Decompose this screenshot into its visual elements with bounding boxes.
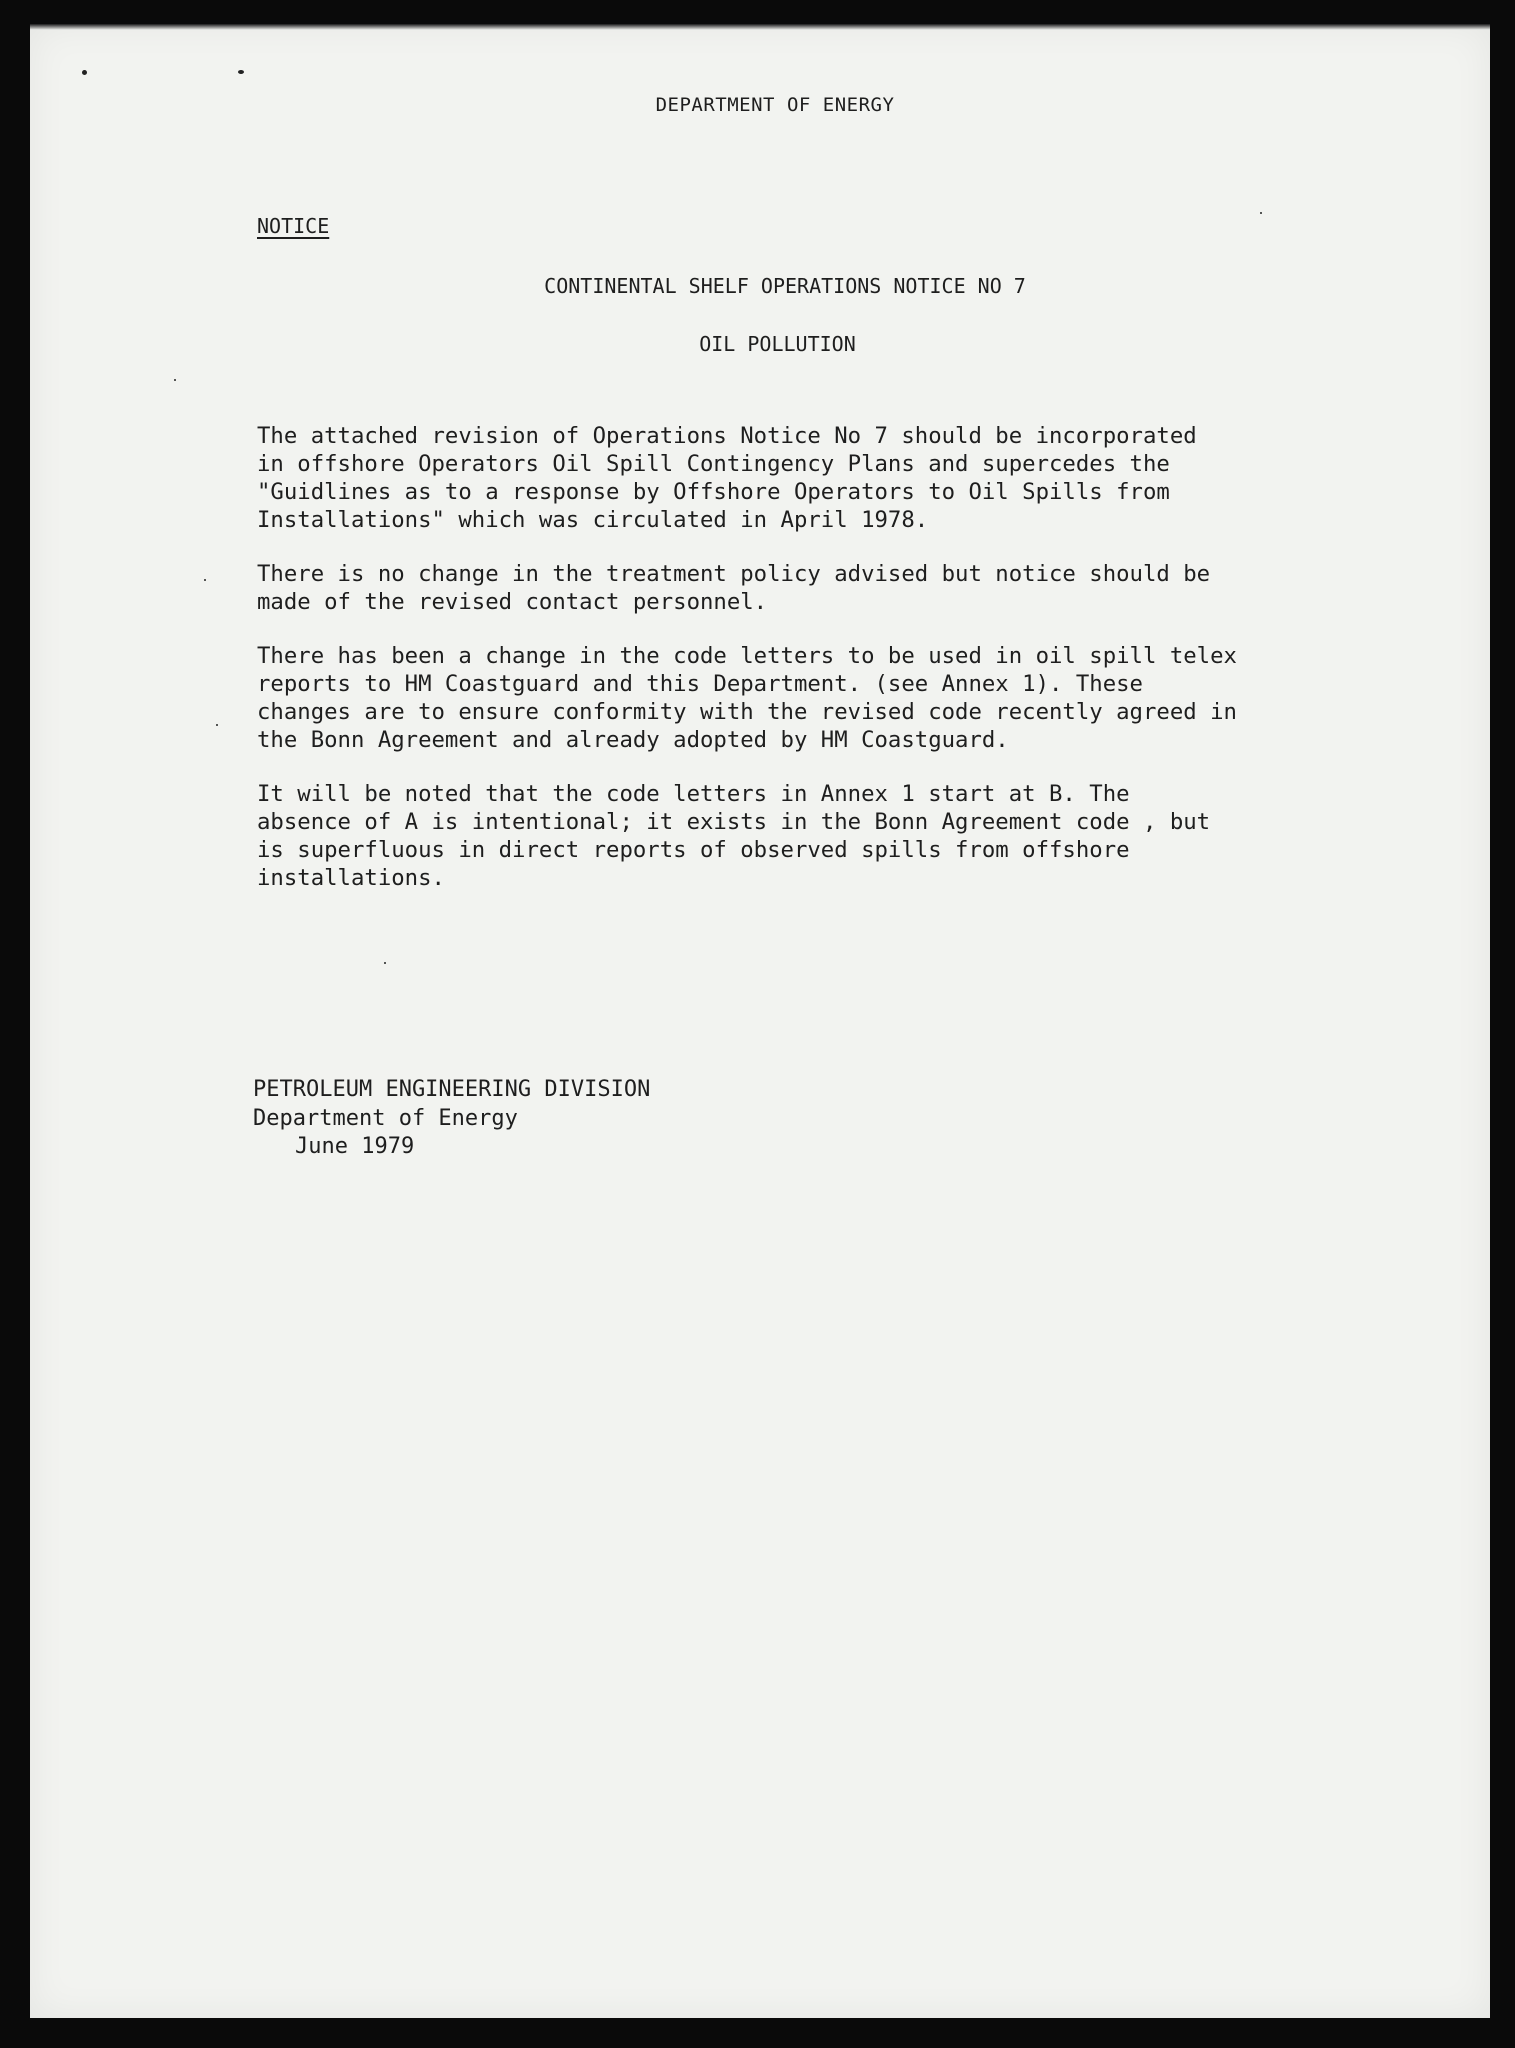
document-content <box>30 24 1490 2018</box>
scan-speck <box>238 70 244 74</box>
notice-title: CONTINENTAL SHELF OPERATIONS NOTICE NO 7 <box>544 274 1026 298</box>
signature-block <box>253 1076 650 1162</box>
document-page <box>30 24 1490 2018</box>
department-header: DEPARTMENT OF ENERGY <box>655 94 895 116</box>
scan-speck <box>216 724 218 726</box>
paragraph-treatment-policy: There is no change in the treatment policy advised but notice should be made of the revised contact personnel. <box>257 561 1211 615</box>
scan-speck <box>82 70 87 75</box>
scan-speck <box>1260 212 1262 214</box>
scan-speck <box>204 579 206 581</box>
signature-division: PETROLEUM ENGINEERING DIVISION <box>253 1077 651 1102</box>
notice-label: NOTICE <box>257 214 330 238</box>
paragraph-code-letters: There has been a change in the code letters to be used in oil spill telex reports to HM Coastguard and this Department. (see Annex 1). These changes are to ensure conformity with the revised code recently agreed in the Bonn Agreement and already adopted by HM Coastguard. <box>257 643 1237 753</box>
scan-speck <box>174 379 176 381</box>
signature-department: Department of Energy <box>253 1105 518 1131</box>
scan-speck <box>384 962 386 964</box>
signature-date: June 1979 <box>295 1134 415 1159</box>
notice-subtitle: OIL POLLUTION <box>699 332 856 356</box>
paragraph-revision: The attached revision of Operations Notice No 7 should be incorporated in offshore Operators Oil Spill Contingency Plans and supercedes the "Guidlines as to a response by Offshore Operators to Oil Spills from Installations" which was circulated in April 1978. <box>257 423 1197 533</box>
notice-body <box>257 422 1337 918</box>
paragraph-annex-note: It will be noted that the code letters in Annex 1 start at B. The absence of A is intentional; it exists in the Bonn Agreement code , but is superfluous in direct reports of observed spills from offshore installations. <box>257 781 1211 891</box>
